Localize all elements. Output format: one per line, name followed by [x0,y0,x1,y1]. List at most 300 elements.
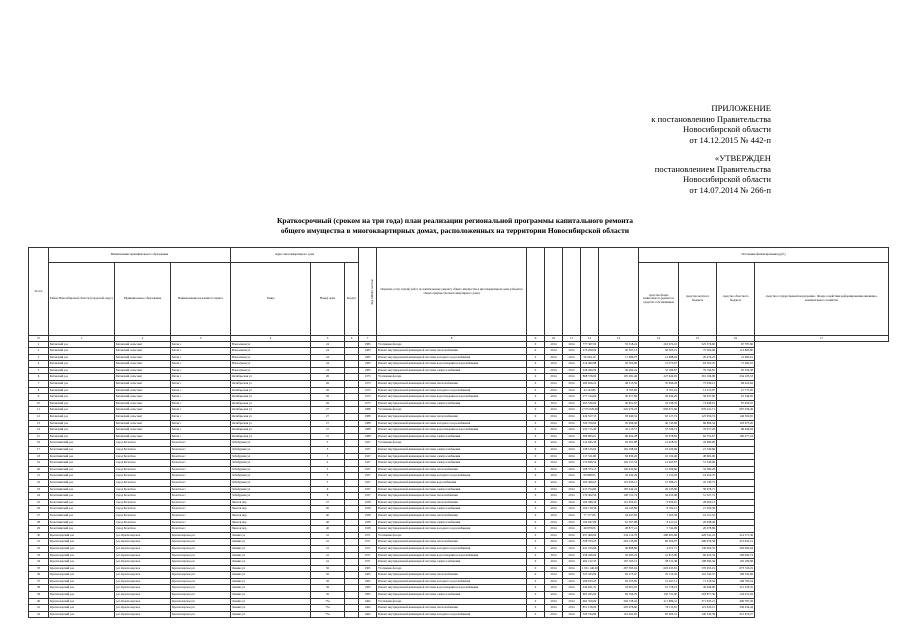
table-row [29,354,889,361]
table-cell: Болотнинский р-н [49,447,115,454]
table-cell [345,420,359,427]
table-cell: 17 489,07 [599,354,639,361]
header-municipality: Муниципальное образование [115,263,171,336]
table-cell: 2014 [545,611,563,618]
table-cell: Баганский р-н [49,387,115,394]
table-cell: 269 093,01 [581,433,599,440]
table-cell: Краснозерское рп [171,605,231,612]
table-cell: Баганский сельсовет [115,341,171,348]
table-cell: 2 [29,348,49,355]
table-cell: 868 576,00 [581,374,599,381]
table-cell: 976 241,71 [679,407,717,414]
table-cell: 6 [311,493,345,500]
table-cell: 4 071,71 [639,545,679,552]
document-title [150,216,760,236]
table-cell: Забабурина ул [231,466,311,473]
table-cell: 19 [29,460,49,467]
table-cell: Баган с [171,381,231,388]
table-row [29,578,889,585]
column-number: 5 [311,336,345,342]
table-cell: Баганский р-н [49,407,115,414]
table-cell: 16 151,52 [679,512,717,519]
table-cell [345,394,359,401]
table-cell: 65 253,85 [599,578,639,585]
table-cell: 120 432,60 [599,466,639,473]
table-cell: Баганский р-н [49,354,115,361]
table-cell: 1365 [359,585,377,592]
table-cell [345,605,359,612]
table-cell: Ремонт внутридомовой инженерной системы водоотведения и водоснабжения [377,552,527,559]
table-cell: 2014 [563,348,581,355]
table-cell: 2014 [563,499,581,506]
table-cell: 108 784,54 [717,578,755,585]
table-cell [717,526,755,533]
table-cell: 21 056,36 [679,506,717,513]
table-cell: 69 698,95 [581,473,599,480]
table-cell: 75а [311,611,345,618]
table-cell: 1373 [359,400,377,407]
table-cell [717,512,755,519]
table-cell: Утепление фасада [377,341,527,348]
table-cell: 0 [527,598,545,605]
table-cell: Баганский р-н [49,420,115,427]
table-cell: 26 [311,387,345,394]
table-cell: 1462 [359,605,377,612]
table-cell: Ремонт внутридомовой инженерной системы электроснабжения [377,592,527,599]
table-cell: Ленина ул [231,611,311,618]
table-cell: Баган с [171,394,231,401]
table-cell: 101 033,12 [599,479,639,486]
table-cell: 1462 [359,598,377,605]
table-cell: 40 [29,598,49,605]
table-cell: Краснозерский р-н [49,585,115,592]
table-row [29,479,889,486]
table-cell: 2 575 020,00 [581,407,599,414]
table-cell: Баганский р-н [49,427,115,434]
table-cell: 2014 [563,354,581,361]
table-cell: 16 [29,440,49,447]
table-cell: 2014 [545,592,563,599]
table-cell: 22 [29,479,49,486]
table-cell: 1 951 140,00 [581,565,599,572]
table-row [29,611,889,618]
table-cell: 2014 [545,394,563,401]
table-cell [345,414,359,421]
table-cell: 0 [527,493,545,500]
table-cell [345,341,359,348]
table-cell: Ленина ул [231,545,311,552]
table-cell: 301 166,99 [679,374,717,381]
table-cell [345,486,359,493]
table-cell: 8 795,66 [599,387,639,394]
table-cell: 673 745,25 [717,565,755,572]
table-cell: Забабурина ул [231,479,311,486]
table-cell: Ленина ул [231,539,311,546]
table-row [29,565,889,572]
table-cell: Краснозерское рп [171,585,231,592]
table-cell [345,453,359,460]
table-cell: 1327 [359,486,377,493]
table-cell: 2014 [545,361,563,368]
table-cell: 2014 [545,486,563,493]
table-cell: Болотное г [171,473,231,480]
table-cell: 214 571,36 [717,532,755,539]
table-cell: 2014 [563,611,581,618]
table-cell: Ремонт внутридомовой инженерной системы водоотведения и водоснабжения [377,361,527,368]
table-cell: 0 [527,486,545,493]
table-cell: 8 702,15 [639,506,679,513]
table-cell: город Болотное [115,453,171,460]
table-cell: Баган с [171,387,231,394]
column-number: N [29,336,49,342]
table-cell: Утепление фасада [377,598,527,605]
table-cell: 75а [311,598,345,605]
table-cell: Баганский р-н [49,374,115,381]
table-cell: 34 253,06 [639,493,679,500]
table-cell: р.п. Краснозерское [115,585,171,592]
table-cell: Ремонт внутридомовой инженерной системы теплоснабжения [377,493,527,500]
table-cell: Болотнинский р-н [49,473,115,480]
table-cell: Ленина ул [231,585,311,592]
table-cell: 0 [527,519,545,526]
table-cell: Баганский р-н [49,367,115,374]
table-cell: 31 373,67 [639,361,679,368]
table-cell: 2014 [545,453,563,460]
table-cell: 2014 [563,374,581,381]
table-cell: 20 [29,466,49,473]
table-cell [345,367,359,374]
table-cell: 0 [527,526,545,533]
table-cell: 8 [29,387,49,394]
table-cell: 20 301,88 [599,440,639,447]
table-row [29,440,889,447]
table-cell: Вокзальная ул [231,361,311,368]
table-cell: 179 302,50 [581,493,599,500]
table-cell [345,466,359,473]
table-row [29,374,889,381]
table-cell: Болотное г [171,519,231,526]
table-cell: 1327 [359,479,377,486]
table-cell: 116 542,37 [679,572,717,579]
table-cell: 67 787,60 [717,341,755,348]
table-cell: 0 [527,605,545,612]
table-cell: 16 220,06 [639,447,679,454]
approved-block [655,153,771,195]
table-cell: 1328 [359,512,377,519]
table-cell: Ремонт внутридомовой инженерной системы теплоснабжения [377,572,527,579]
table-cell: 2014 [563,367,581,374]
table-cell: 28 877,41 [599,526,639,533]
table-cell: Баганский сельсовет [115,414,171,421]
table-cell: 2014 [563,479,581,486]
header-c13 [599,248,639,336]
table-cell: 31 [29,539,49,546]
appendix-line-2: Новосибирской области [682,124,771,135]
table-cell: 24 [29,493,49,500]
table-cell [345,440,359,447]
table-cell: 234 103,53 [717,374,755,381]
table-cell: 576 655,19 [679,565,717,572]
table-cell: Утепление фасада [377,440,527,447]
table-cell: 50 302,66 [599,361,639,368]
table-cell: 100 947,69 [581,519,599,526]
table-cell: Болотнинский р-н [49,440,115,447]
table-cell: р.п. Краснозерское [115,532,171,539]
table-cell: 2014 [563,506,581,513]
table-cell [717,447,755,454]
table-cell: 0 [527,539,545,546]
table-cell: 102 157,54 [599,460,639,467]
table-cell: Утепление фасада [377,374,527,381]
table-cell: Ремонт внутридомовой инженерной системы теплоснабжения [377,466,527,473]
table-cell: 371 635,21 [679,598,717,605]
table-cell: 2014 [563,407,581,414]
table-cell: Краснозерский р-н [49,611,115,618]
table-cell: 295 976,60 [599,605,639,612]
table-cell [717,460,755,467]
table-cell: 0 [527,499,545,506]
table-cell: 37 524,72 [639,427,679,434]
table-cell: Ремонт внутридомовой инженерной системы теплоснабжения [377,605,527,612]
table-cell: 121 652,61 [599,499,639,506]
table-cell: 105 281,46 [599,374,639,381]
table-cell: 0 [527,354,545,361]
table-cell: 1327 [359,473,377,480]
header-group-municipality: Наименование муниципального образования [49,248,231,263]
table-cell: 24 [311,348,345,355]
table-cell: город Болотное [115,466,171,473]
table-cell: 2014 [563,532,581,539]
table-cell: Болотное г [171,512,231,519]
table-cell: 10 [29,400,49,407]
table-cell: Ремонт внутридомовой инженерной системы электроснабжения [377,367,527,374]
table-cell: 1328 [359,519,377,526]
table-cell: Краснозерский р-н [49,598,115,605]
approved-line-3: от 14.07.2014 № 266-п [689,184,771,195]
table-cell: город Болотное [115,499,171,506]
table-cell: Болотное г [171,493,231,500]
table-cell: Ленина ул [231,565,311,572]
table-cell: Ремонт внутридомовой инженерной системы холодного водоснабжения [377,545,527,552]
table-cell: Ремонт внутридомовой инженерной системы теплоснабжения [377,414,527,421]
table-cell: Болотное г [171,460,231,467]
table-cell: 0 [527,381,545,388]
table-cell: 27 [311,433,345,440]
table-cell: 2014 [545,552,563,559]
table-cell: 325 433,00 [581,572,599,579]
table-cell: 6 [311,486,345,493]
table-cell: 5 [311,466,345,473]
table-cell: 24 [311,367,345,374]
table-cell: Чкалов пер [231,519,311,526]
table-cell: 2014 [563,387,581,394]
table-cell: Баганский сельсовет [115,361,171,368]
table-cell: 18 [29,453,49,460]
table-cell: Баганский сельсовет [115,387,171,394]
table-cell: 605 205,00 [581,592,599,599]
table-cell [345,354,359,361]
table-cell: 45 432,29 [599,473,639,480]
table-cell: Октябрьская ул [231,414,311,421]
table-cell: Баганский сельсовет [115,354,171,361]
table-cell: 60 423,32 [679,552,717,559]
table-cell: 7 [29,381,49,388]
table-cell: 2014 [545,559,563,566]
table-row [29,559,889,566]
table-cell: 114 645,36 [581,440,599,447]
table-cell: 0 [527,578,545,585]
table-cell: 65 096,46 [599,420,639,427]
table-cell: Ремонт внутридомовой инженерной системы теплоснабжения [377,348,527,355]
table-cell: 0 [527,479,545,486]
table-cell: Баганский р-н [49,361,115,368]
table-cell: р.п. Краснозерское [115,598,171,605]
header-c12 [581,248,599,336]
table-cell: 0 [527,473,545,480]
table-cell: 26 [311,374,345,381]
table-cell: 0 [527,506,545,513]
table-cell: Баганский сельсовет [115,433,171,440]
table-cell: Болотнинский р-н [49,493,115,500]
table-cell: 0 [527,572,545,579]
table-cell: 245 270,23 [599,407,639,414]
table-cell: 0 [527,453,545,460]
table-cell: 328 763,23 [581,539,599,546]
table-cell: 211 686,41 [639,598,679,605]
table-cell [345,387,359,394]
table-cell: 441 193,96 [581,545,599,552]
table-cell: 40 [311,526,345,533]
table-cell: 19 254,70 [679,473,717,480]
table-cell: 41 [311,532,345,539]
table-cell: Краснозерское рп [171,565,231,572]
table-cell: р.п. Краснозерское [115,559,171,566]
table-cell: 1462 [359,611,377,618]
table-cell: 1327 [359,447,377,454]
table-cell [345,499,359,506]
table-cell: 16 132,46 [639,453,679,460]
table-cell: 27 [311,499,345,506]
table-cell: 17 [29,447,49,454]
table-cell: 2014 [545,479,563,486]
table-row [29,361,889,368]
table-cell: 2014 [563,512,581,519]
table-cell: 2014 [545,565,563,572]
table-row [29,447,889,454]
table-cell: Краснозерский р-н [49,565,115,572]
table-cell: р.п. Краснозерское [115,605,171,612]
table-cell: 75а [311,605,345,612]
table-row [29,598,889,605]
table-cell [717,473,755,480]
header-c16: средства областного бюджета [717,263,755,336]
table-cell: 40 [311,512,345,519]
table-cell: 2014 [545,400,563,407]
table-cell: 1388 [359,433,377,440]
table-cell: 203 877,30 [679,592,717,599]
table-row [29,486,889,493]
table-cell: 84 764,76 [599,592,639,599]
table-cell: 130 904,35 [679,545,717,552]
table-cell: р.п. Краснозерское [115,545,171,552]
table-row [29,552,889,559]
table-cell: 41 [311,552,345,559]
table-cell: 28 [29,519,49,526]
table-cell: 400 076,38 [679,539,717,546]
table-cell: 2014 [563,486,581,493]
table-cell: 234 112,79 [599,532,639,539]
table-cell: 27 [311,420,345,427]
table-cell: Баганский р-н [49,381,115,388]
table-cell: 71 218,04 [679,578,717,585]
table-cell: 0 [527,394,545,401]
appendix-heading: ПРИЛОЖЕНИЕ [711,103,771,113]
table-cell: 245 715,40 [581,427,599,434]
table-cell: 15 586,21 [639,479,679,486]
table-cell: Баганский сельсовет [115,394,171,401]
table-cell: 0 [527,348,545,355]
table-cell: Ленина ул [231,605,311,612]
table-cell: 106 092,74 [717,552,755,559]
table-cell [345,447,359,454]
table-cell: 2014 [563,526,581,533]
column-number: 2 [115,336,171,342]
header-mkd-code-text: Код МКД в системе [369,278,374,305]
table-cell: 75 264,06 [679,348,717,355]
table-row [29,532,889,539]
table-row [29,545,889,552]
table-cell: 227 624,95 [639,374,679,381]
table-cell: Ремонт внутридомовой инженерной системы теплоснабжения [377,512,527,519]
table-cell: 326 794,80 [581,611,599,618]
column-number: 16 [717,336,755,342]
column-number: 11 [563,336,581,342]
table-cell: Утепление фасада [377,407,527,414]
table-cell: 82 630,20 [599,453,639,460]
table-cell: 205 526,00 [581,400,599,407]
table-cell: 1373 [359,374,377,381]
table-cell: 0 [527,611,545,618]
table-cell: Ремонт внутридомовой инженерной системы электроснабжения [377,519,527,526]
table-cell: Ремонт внутридомовой инженерной системы теплоснабжения [377,539,527,546]
table-row [29,341,889,348]
column-number: 1 [49,336,115,342]
table-cell: 2014 [563,453,581,460]
table-cell: 71 282,10 [717,361,755,368]
table-cell: 29 [29,526,49,533]
table-cell: 46 492,22 [599,367,639,374]
table-cell: Баганский р-н [49,400,115,407]
table-cell: 263 992,64 [717,545,755,552]
table-cell: 118 675,20 [717,420,755,427]
table-cell: 107 163,15 [599,559,639,566]
table-cell: 125 959,74 [679,414,717,421]
table-cell: р.п. Краснозерское [115,578,171,585]
table-cell: 2014 [545,460,563,467]
table-cell: 63 502,45 [679,361,717,368]
table-cell: 0 [527,341,545,348]
table-cell: 228 490,00 [581,367,599,374]
table-cell: 109 332,69 [717,572,755,579]
table-cell: 2014 [563,578,581,585]
table-cell: 177 744,00 [581,394,599,401]
table-cell: 1371 [359,539,377,546]
table-cell: Болотнинский р-н [49,453,115,460]
table-cell: 42 680,00 [679,440,717,447]
table-cell: 79 111,81 [639,605,679,612]
table-cell: Болотнинский р-н [49,526,115,533]
table-cell: Забабурина ул [231,453,311,460]
